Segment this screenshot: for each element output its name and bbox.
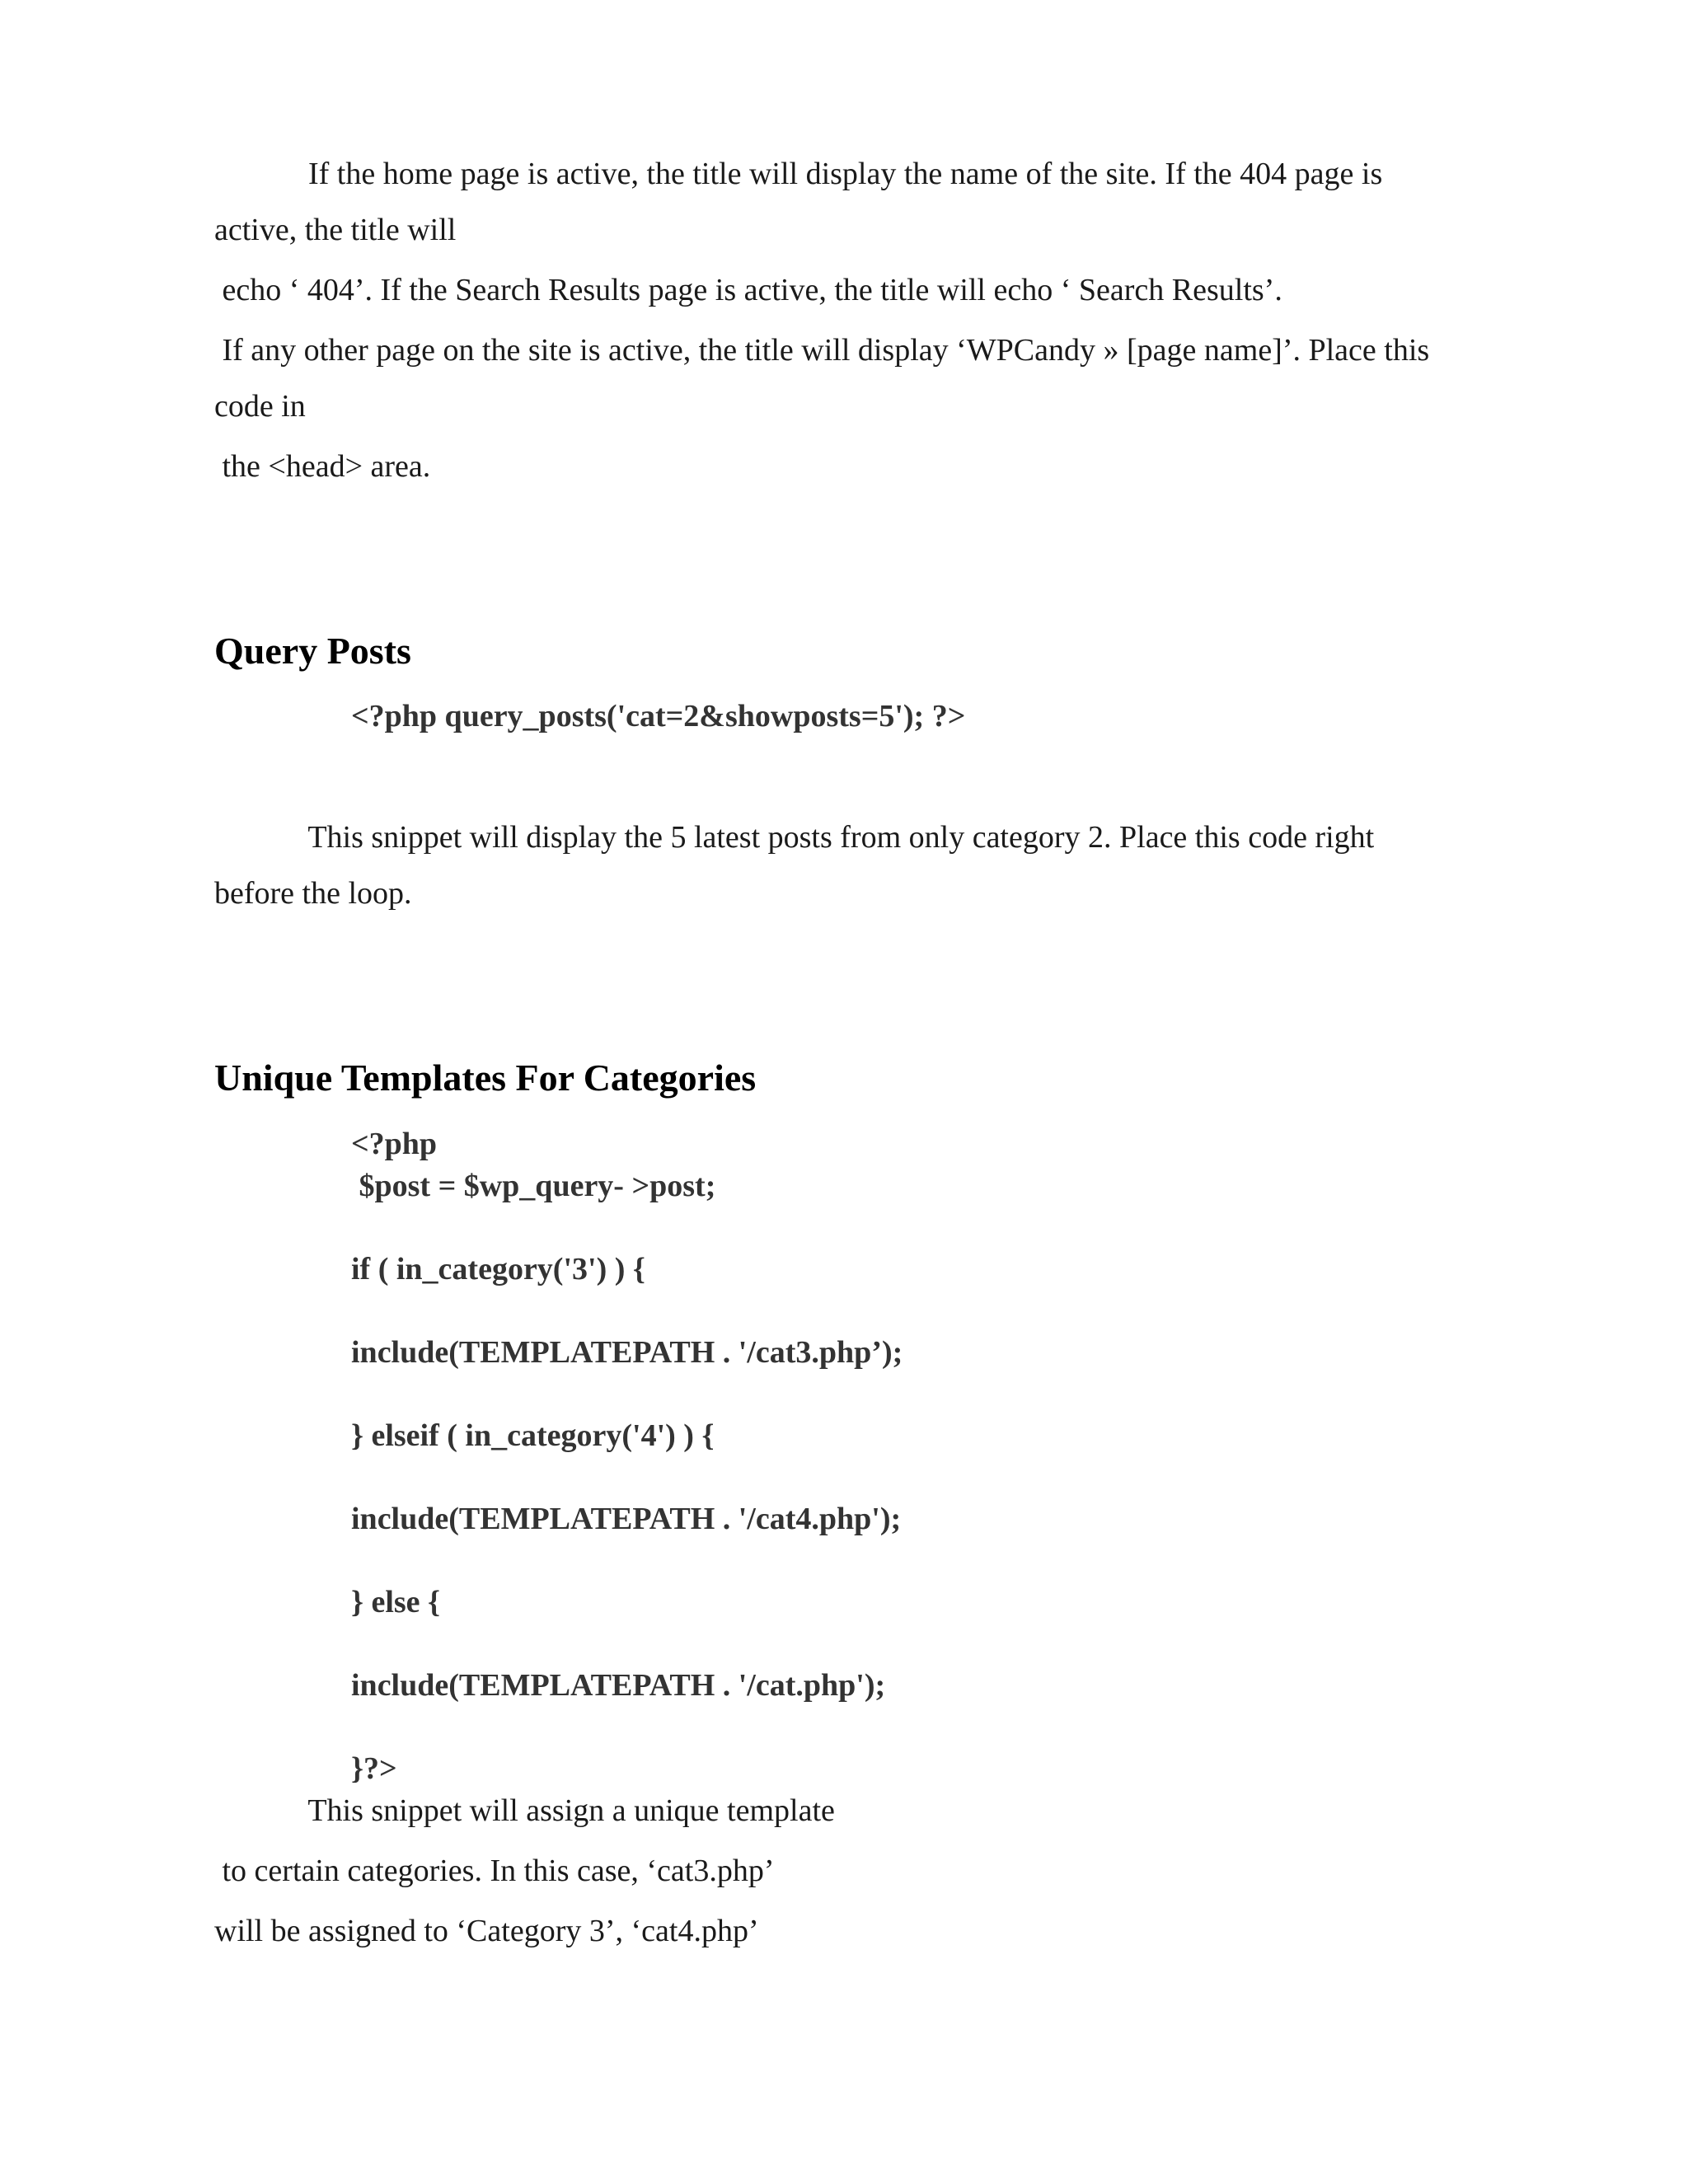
unique-templates-description-line-1: This snippet will assign a unique template [214,1793,835,1828]
unique-templates-description-line-2: to certain categories. In this case, ‘cat3.php’ [214,1854,775,1888]
query-posts-heading: Query Posts [214,630,411,672]
unique-templates-code-line-2: $post = $wp_query- >post; [351,1169,716,1203]
unique-templates-code-line-5: } elseif ( in_category('4') ) { [351,1418,715,1453]
unique-templates-code-line-1: <?php [351,1127,438,1161]
query-posts-description-line-1: This snippet will display the 5 latest posts from only category 2. Place this code right [214,820,1375,855]
intro-line-2: active, the title will [214,213,457,247]
unique-templates-code-line-4: include(TEMPLATEPATH . '/cat3.php’); [351,1335,903,1370]
intro-line-5: code in [214,389,306,424]
unique-templates-code-line-8: include(TEMPLATEPATH . '/cat.php'); [351,1668,886,1703]
intro-line-3: echo ‘ 404’. If the Search Results page is active, the title will echo ‘ Search Results’. [214,273,1282,307]
unique-templates-code-line-6: include(TEMPLATEPATH . '/cat4.php'); [351,1502,902,1536]
intro-line-4: If any other page on the site is active, the title will display ‘WPCandy » [page name]’. Place this [214,333,1430,368]
unique-templates-code-line-3: if ( in_category('3') ) { [351,1252,645,1286]
query-posts-code: <?php query_posts('cat=2&showposts=5'); ?> [351,699,966,733]
intro-line-1: If the home page is active, the title will display the name of the site. If the 404 page is [214,157,1383,191]
query-posts-description-line-2: before the loop. [214,876,412,911]
intro-line-6: the <head> area. [214,449,431,484]
unique-templates-description-line-3: will be assigned to ‘Category 3’, ‘cat4.php’ [214,1914,759,1948]
unique-templates-code-line-7: } else { [351,1585,441,1619]
unique-templates-heading: Unique Templates For Categories [214,1057,757,1099]
unique-templates-code-line-9: }?> [351,1751,397,1786]
